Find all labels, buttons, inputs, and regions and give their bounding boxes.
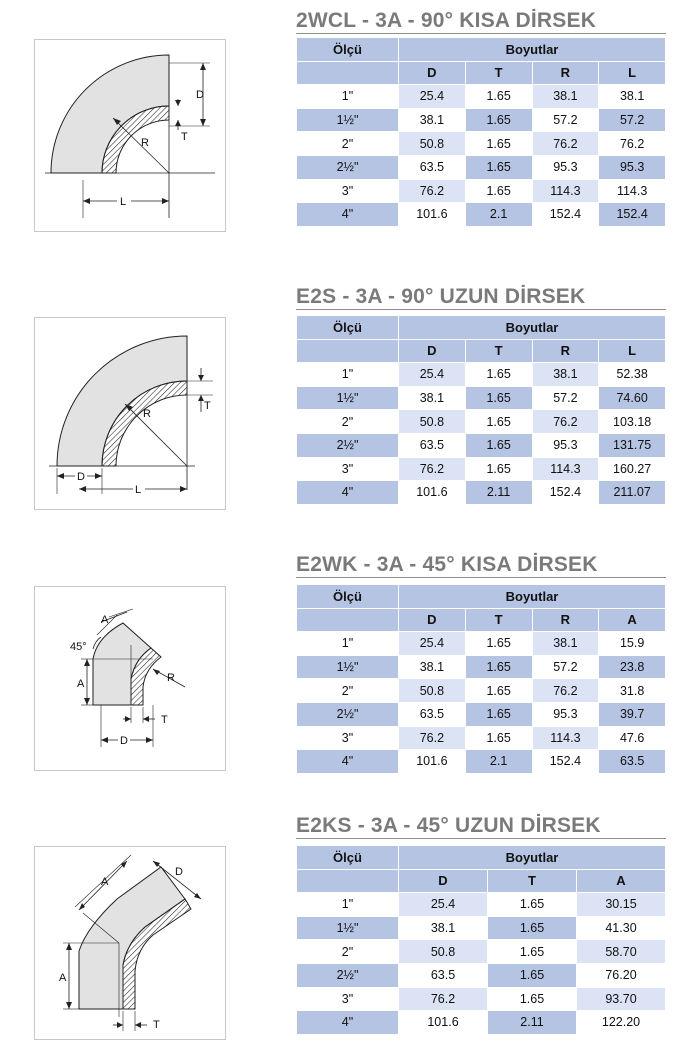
size-cell: 1" bbox=[297, 893, 399, 917]
label-a-top: A bbox=[101, 614, 109, 626]
section-e2ks bbox=[0, 808, 680, 1054]
value-cell: 25.4 bbox=[399, 632, 466, 656]
value-cell: 101.6 bbox=[399, 750, 466, 774]
value-cell: 1.65 bbox=[465, 679, 532, 703]
table-row bbox=[297, 203, 666, 227]
size-cell: 2½" bbox=[297, 702, 399, 726]
table-row bbox=[297, 632, 666, 656]
value-cell: 101.6 bbox=[399, 481, 466, 505]
col-header: D bbox=[399, 869, 488, 893]
value-cell: 152.4 bbox=[532, 750, 599, 774]
size-cell: 2" bbox=[297, 940, 399, 964]
table-row bbox=[297, 893, 666, 917]
col-header: T bbox=[465, 61, 532, 85]
value-cell: 114.3 bbox=[599, 179, 666, 203]
col-header: A bbox=[599, 608, 666, 632]
value-cell: 1.65 bbox=[465, 108, 532, 132]
size-cell: 3" bbox=[297, 179, 399, 203]
value-cell: 95.3 bbox=[532, 702, 599, 726]
label-l: L bbox=[135, 484, 142, 496]
table-row bbox=[297, 679, 666, 703]
col-header: L bbox=[599, 339, 666, 363]
col-header: L bbox=[599, 61, 666, 85]
value-cell: 38.1 bbox=[399, 108, 466, 132]
table-row bbox=[297, 85, 666, 109]
value-cell: 38.1 bbox=[399, 386, 466, 410]
value-cell: 25.4 bbox=[399, 363, 466, 387]
label-r: R bbox=[167, 672, 175, 684]
size-cell: 1½" bbox=[297, 108, 399, 132]
value-cell: 38.1 bbox=[399, 916, 488, 940]
value-cell: 57.2 bbox=[532, 386, 599, 410]
size-cell: 1" bbox=[297, 363, 399, 387]
value-cell: 63.5 bbox=[399, 702, 466, 726]
value-cell: 1.65 bbox=[465, 179, 532, 203]
blank-header bbox=[297, 608, 399, 632]
size-cell: 1½" bbox=[297, 655, 399, 679]
value-cell: 1.65 bbox=[465, 457, 532, 481]
value-cell: 152.4 bbox=[532, 481, 599, 505]
size-cell: 2½" bbox=[297, 433, 399, 457]
size-cell: 3" bbox=[297, 457, 399, 481]
value-cell: 38.1 bbox=[532, 85, 599, 109]
value-cell: 30.15 bbox=[577, 893, 666, 917]
value-cell: 58.70 bbox=[577, 940, 666, 964]
size-cell: 3" bbox=[297, 726, 399, 750]
value-cell: 57.2 bbox=[599, 108, 666, 132]
value-cell: 211.07 bbox=[599, 481, 666, 505]
elbow-90-short-diagram bbox=[35, 40, 225, 231]
value-cell: 1.65 bbox=[465, 726, 532, 750]
table-row bbox=[297, 916, 666, 940]
value-cell: 76.2 bbox=[399, 987, 488, 1011]
section-title: E2S - 3A - 90° UZUN DİRSEK bbox=[296, 285, 586, 308]
label-t: T bbox=[181, 131, 188, 143]
elbow-45-short-drawing bbox=[34, 586, 226, 771]
table-row bbox=[297, 410, 666, 434]
value-cell: 95.3 bbox=[532, 433, 599, 457]
value-cell: 152.4 bbox=[532, 203, 599, 227]
value-cell: 1.65 bbox=[465, 410, 532, 434]
elbow-90-long-diagram bbox=[35, 318, 225, 509]
value-cell: 93.70 bbox=[577, 987, 666, 1011]
value-cell: 1.65 bbox=[488, 963, 577, 987]
col-header: R bbox=[532, 339, 599, 363]
table-row bbox=[297, 963, 666, 987]
blank-header bbox=[297, 339, 399, 363]
section-2wcl bbox=[0, 0, 680, 250]
col-header: T bbox=[465, 608, 532, 632]
label-a-left: A bbox=[77, 678, 85, 690]
value-cell: 103.18 bbox=[599, 410, 666, 434]
label-t: T bbox=[153, 1019, 160, 1031]
value-cell: 38.1 bbox=[532, 363, 599, 387]
title-rule bbox=[296, 33, 666, 34]
spec-table bbox=[296, 37, 666, 227]
value-cell: 63.5 bbox=[399, 433, 466, 457]
value-cell: 2.1 bbox=[465, 750, 532, 774]
value-cell: 76.2 bbox=[532, 679, 599, 703]
value-cell: 1.65 bbox=[488, 893, 577, 917]
elbow-45-long-diagram bbox=[35, 847, 225, 1039]
table-row bbox=[297, 987, 666, 1011]
value-cell: 1.65 bbox=[465, 702, 532, 726]
table-row bbox=[297, 726, 666, 750]
value-cell: 101.6 bbox=[399, 1011, 488, 1035]
table-row bbox=[297, 655, 666, 679]
value-cell: 52.38 bbox=[599, 363, 666, 387]
value-cell: 76.2 bbox=[399, 179, 466, 203]
elbow-90-long-drawing bbox=[34, 317, 226, 510]
col-header: D bbox=[399, 608, 466, 632]
value-cell: 152.4 bbox=[599, 203, 666, 227]
value-cell: 47.6 bbox=[599, 726, 666, 750]
blank-header bbox=[297, 61, 399, 85]
col-header: D bbox=[399, 339, 466, 363]
value-cell: 1.65 bbox=[488, 940, 577, 964]
value-cell: 1.65 bbox=[465, 433, 532, 457]
section-title: 2WCL - 3A - 90° KISA DİRSEK bbox=[296, 9, 597, 32]
label-d: D bbox=[77, 471, 85, 483]
value-cell: 95.3 bbox=[532, 155, 599, 179]
value-cell: 1.65 bbox=[465, 85, 532, 109]
size-cell: 4" bbox=[297, 203, 399, 227]
value-cell: 38.1 bbox=[399, 655, 466, 679]
label-l: L bbox=[120, 196, 127, 208]
label-d: D bbox=[175, 866, 183, 878]
title-rule bbox=[296, 577, 666, 578]
value-cell: 50.8 bbox=[399, 410, 466, 434]
table-row bbox=[297, 457, 666, 481]
table-row bbox=[297, 132, 666, 156]
value-cell: 57.2 bbox=[532, 108, 599, 132]
size-cell: 2" bbox=[297, 410, 399, 434]
value-cell: 76.2 bbox=[599, 132, 666, 156]
table-row bbox=[297, 940, 666, 964]
value-cell: 63.5 bbox=[599, 750, 666, 774]
table-row bbox=[297, 1011, 666, 1035]
section-title: E2WK - 3A - 45° KISA DİRSEK bbox=[296, 553, 598, 576]
size-cell: 3" bbox=[297, 987, 399, 1011]
size-cell: 2½" bbox=[297, 963, 399, 987]
dims-header: Boyutlar bbox=[399, 585, 666, 609]
label-angle: 45° bbox=[70, 641, 87, 653]
title-rule bbox=[296, 309, 666, 310]
value-cell: 114.3 bbox=[532, 726, 599, 750]
section-e2s bbox=[0, 278, 680, 518]
size-cell: 4" bbox=[297, 750, 399, 774]
spec-table bbox=[296, 845, 666, 1035]
table-row bbox=[297, 481, 666, 505]
size-cell: 1½" bbox=[297, 386, 399, 410]
col-header: T bbox=[488, 869, 577, 893]
value-cell: 1.65 bbox=[488, 987, 577, 1011]
value-cell: 38.1 bbox=[599, 85, 666, 109]
col-header: A bbox=[577, 869, 666, 893]
value-cell: 63.5 bbox=[399, 155, 466, 179]
table-row bbox=[297, 702, 666, 726]
label-a-left: A bbox=[59, 972, 67, 984]
size-cell: 1" bbox=[297, 85, 399, 109]
dims-header: Boyutlar bbox=[399, 846, 666, 870]
value-cell: 1.65 bbox=[465, 363, 532, 387]
value-cell: 76.2 bbox=[399, 726, 466, 750]
table-row bbox=[297, 179, 666, 203]
value-cell: 57.2 bbox=[532, 655, 599, 679]
value-cell: 76.2 bbox=[532, 410, 599, 434]
spec-table bbox=[296, 315, 666, 505]
size-cell: 4" bbox=[297, 1011, 399, 1035]
value-cell: 1.65 bbox=[465, 132, 532, 156]
value-cell: 50.8 bbox=[399, 679, 466, 703]
value-cell: 74.60 bbox=[599, 386, 666, 410]
value-cell: 76.2 bbox=[532, 132, 599, 156]
value-cell: 95.3 bbox=[599, 155, 666, 179]
value-cell: 1.65 bbox=[465, 655, 532, 679]
size-cell: 2" bbox=[297, 132, 399, 156]
size-header: Ölçü bbox=[297, 585, 399, 609]
size-cell: 2" bbox=[297, 679, 399, 703]
elbow-45-short-diagram bbox=[35, 587, 225, 770]
table-row bbox=[297, 433, 666, 457]
value-cell: 50.8 bbox=[399, 132, 466, 156]
size-cell: 2½" bbox=[297, 155, 399, 179]
label-t: T bbox=[161, 714, 168, 726]
value-cell: 1.65 bbox=[488, 916, 577, 940]
dims-header: Boyutlar bbox=[399, 38, 666, 62]
value-cell: 2.1 bbox=[465, 203, 532, 227]
label-a-top: A bbox=[101, 876, 109, 888]
table-row bbox=[297, 750, 666, 774]
value-cell: 76.20 bbox=[577, 963, 666, 987]
value-cell: 38.1 bbox=[532, 632, 599, 656]
title-rule bbox=[296, 838, 666, 839]
value-cell: 2.11 bbox=[465, 481, 532, 505]
spec-table bbox=[296, 584, 666, 774]
table-row bbox=[297, 386, 666, 410]
value-cell: 25.4 bbox=[399, 893, 488, 917]
size-header: Ölçü bbox=[297, 38, 399, 62]
value-cell: 31.8 bbox=[599, 679, 666, 703]
size-cell: 1" bbox=[297, 632, 399, 656]
label-d: D bbox=[120, 735, 128, 747]
value-cell: 114.3 bbox=[532, 179, 599, 203]
size-cell: 4" bbox=[297, 481, 399, 505]
label-r: R bbox=[141, 137, 149, 149]
col-header: D bbox=[399, 61, 466, 85]
blank-header bbox=[297, 869, 399, 893]
value-cell: 50.8 bbox=[399, 940, 488, 964]
value-cell: 1.65 bbox=[465, 632, 532, 656]
value-cell: 25.4 bbox=[399, 85, 466, 109]
value-cell: 23.8 bbox=[599, 655, 666, 679]
value-cell: 1.65 bbox=[465, 155, 532, 179]
size-header: Ölçü bbox=[297, 846, 399, 870]
elbow-90-short-drawing bbox=[34, 39, 226, 232]
value-cell: 63.5 bbox=[399, 963, 488, 987]
elbow-45-long-drawing bbox=[34, 846, 226, 1040]
value-cell: 122.20 bbox=[577, 1011, 666, 1035]
value-cell: 114.3 bbox=[532, 457, 599, 481]
size-cell: 1½" bbox=[297, 916, 399, 940]
section-e2wk bbox=[0, 546, 680, 786]
table-row bbox=[297, 108, 666, 132]
value-cell: 15.9 bbox=[599, 632, 666, 656]
table-row bbox=[297, 155, 666, 179]
col-header: R bbox=[532, 61, 599, 85]
value-cell: 41.30 bbox=[577, 916, 666, 940]
col-header: T bbox=[465, 339, 532, 363]
value-cell: 1.65 bbox=[465, 386, 532, 410]
label-r: R bbox=[143, 408, 151, 420]
label-t: T bbox=[204, 400, 211, 412]
value-cell: 101.6 bbox=[399, 203, 466, 227]
value-cell: 160.27 bbox=[599, 457, 666, 481]
value-cell: 131.75 bbox=[599, 433, 666, 457]
table-row bbox=[297, 363, 666, 387]
col-header: R bbox=[532, 608, 599, 632]
value-cell: 39.7 bbox=[599, 702, 666, 726]
size-header: Ölçü bbox=[297, 316, 399, 340]
value-cell: 2.11 bbox=[488, 1011, 577, 1035]
section-title: E2KS - 3A - 45° UZUN DİRSEK bbox=[296, 814, 601, 837]
dims-header: Boyutlar bbox=[399, 316, 666, 340]
value-cell: 76.2 bbox=[399, 457, 466, 481]
label-d: D bbox=[196, 89, 204, 101]
